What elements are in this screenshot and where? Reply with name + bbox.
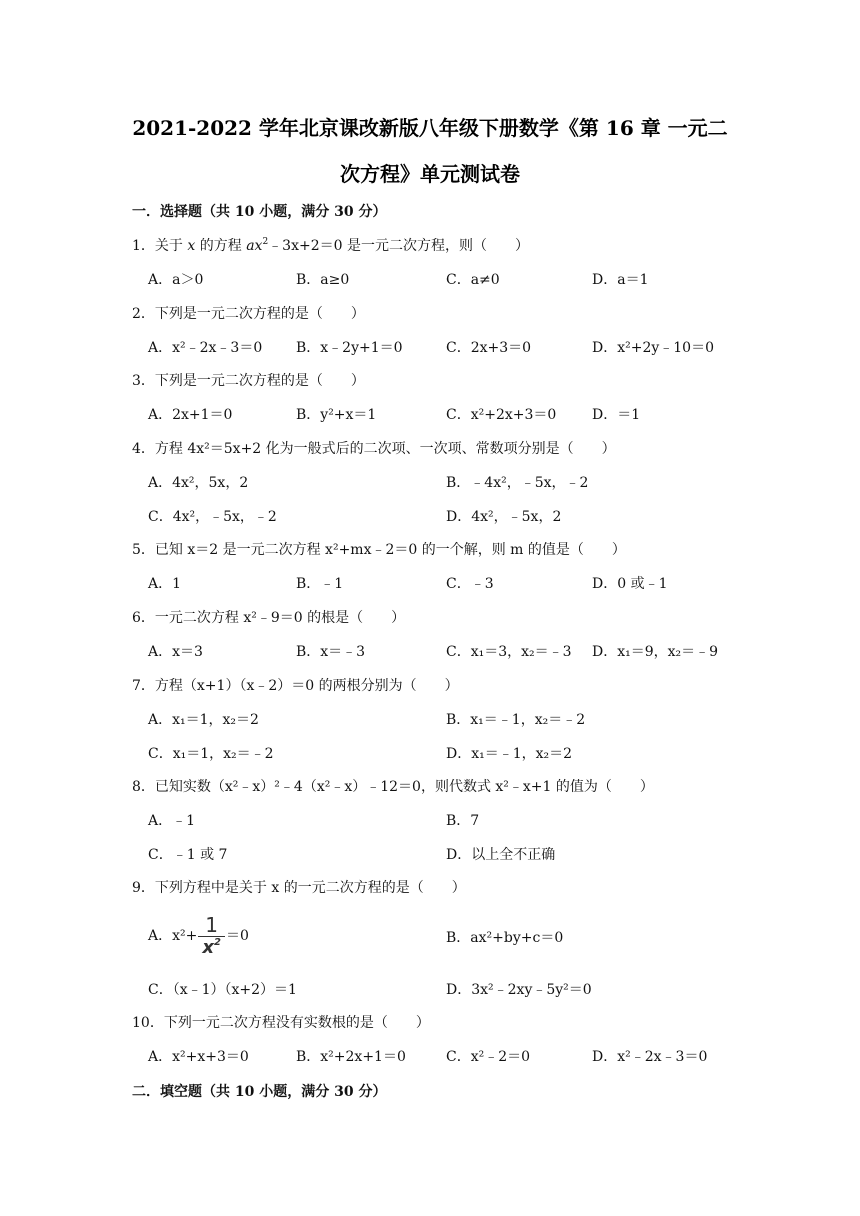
question-1-stem: 1．关于 x 的方程 $ax^2﹣3x+2=0$ 是一元二次方程，则（ ） [132,237,529,254]
question-2-option-a: A．x²﹣2x﹣3＝0 [148,340,263,356]
question-9-option-d: D．3x²﹣2xy﹣5y²＝0 [446,982,592,998]
question-7-stem: 7．方程（x+1）（x﹣2）＝0 的两根分别为（ ） [132,678,459,694]
question-4-option-d: D．4x²，﹣5x，2 [446,509,562,525]
question-9-option-c: C．（x﹣1）（x+2）＝1 [148,982,297,998]
question-5-stem: 5．已知 x＝2 是一元二次方程 x²+mx﹣2＝0 的一个解，则 m 的值是（ ） [132,542,626,558]
question-5-option-a: A．1 [148,576,182,592]
question-2-stem: 2．下列是一元二次方程的是（ ） [132,306,365,322]
question-1-option-d: D．a＝1 [592,272,649,288]
question-4-option-b: B．﹣4x²，﹣5x，﹣2 [446,475,589,491]
question-4-option-a: A．4x²，5x，2 [148,475,249,491]
fraction-one-over-x-squared: $\frac{1}{x^2}$ [198,914,225,959]
question-2-option-d: D．x²+2y﹣10＝0 [592,340,715,356]
question-8-stem: 8．已知实数（x²﹣x）²﹣4（x²﹣x）﹣12＝0，则代数式 x²﹣x+1 的值为（ ） [132,779,654,795]
question-9-option-b: B．ax²+by+c＝0 [446,930,564,946]
question-3-option-c: C．x²+2x+3＝0 [446,407,557,423]
question-10-option-a: A．x²+x+3＝0 [148,1049,249,1065]
question-2-option-c: C．2x+3＝0 [446,340,532,356]
question-6-option-d: D．x₁＝9，x₂＝﹣9 [592,644,719,660]
question-10-option-b: B．x²+2x+1＝0 [296,1049,406,1065]
question-2-option-b: B．x﹣2y+1＝0 [296,340,403,356]
section-heading-fill-in: 二．填空题（共 10 小题，满分 30 分） [132,1084,387,1100]
question-8-option-c: C．﹣1 或 7 [148,847,228,863]
question-1-option-a: A．a＞0 [148,272,204,288]
question-10-option-d: D．x²﹣2x﹣3＝0 [592,1049,708,1065]
question-4-stem: 4．方程 4x²＝5x+2 化为一般式后的二次项、一次项、常数项分别是（ ） [132,441,616,457]
document-title-line-1: 2021-2022 学年北京课改新版八年级下册数学《第 16 章 一元二 [132,116,728,140]
question-10-stem: 10．下列一元二次方程没有实数根的是（ ） [132,1015,430,1031]
question-8-option-b: B．7 [446,813,480,829]
question-3-option-a: A．2x+1＝0 [148,407,233,423]
question-5-option-b: B．﹣1 [296,576,344,592]
question-4-option-c: C．4x²，﹣5x，﹣2 [148,509,277,525]
question-3-option-d: D．＝1 [592,407,641,423]
question-6-stem: 6．一元二次方程 x²﹣9＝0 的根是（ ） [132,610,406,626]
question-7-option-b: B．x₁＝﹣1，x₂＝﹣2 [446,712,586,728]
question-1-option-b: B．a≥0 [296,272,350,288]
question-7-option-a: A．x₁＝1，x₂＝2 [148,712,259,728]
question-8-option-d: D．以上全不正确 [446,847,556,863]
question-10-option-c: C．x²﹣2＝0 [446,1049,531,1065]
question-6-option-a: A．x＝3 [148,644,203,660]
question-5-option-c: C．﹣3 [446,576,494,592]
question-9-option-a: A．x²+ $\frac{1}{x^2}$ ＝0 [148,912,249,958]
question-5-option-d: D．0 或﹣1 [592,576,668,592]
question-3-option-b: B．y²+x＝1 [296,407,377,423]
document-title-line-2: 次方程》单元测试卷 [340,162,520,186]
question-3-stem: 3．下列是一元二次方程的是（ ） [132,373,365,389]
question-6-option-c: C．x₁＝3，x₂＝﹣3 [446,644,572,660]
question-8-option-a: A．﹣1 [148,813,196,829]
question-9-stem: 9．下列方程中是关于 x 的一元二次方程的是（ ） [132,880,466,896]
question-6-option-b: B．x＝﹣3 [296,644,366,660]
section-heading-choice: 一．选择题（共 10 小题，满分 30 分） [132,204,387,220]
question-7-option-d: D．x₁＝﹣1，x₂＝2 [446,746,573,762]
question-1-option-c: C．a≠0 [446,272,500,288]
question-7-option-c: C．x₁＝1，x₂＝﹣2 [148,746,274,762]
